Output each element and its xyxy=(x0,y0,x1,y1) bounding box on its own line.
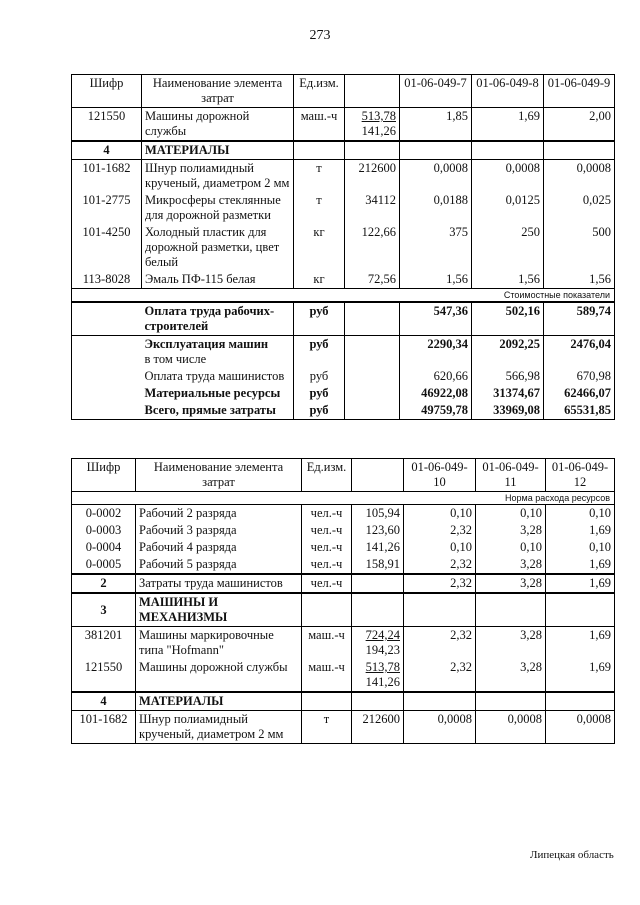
total-value-3: 670,98 xyxy=(544,368,615,385)
header-code: Шифр xyxy=(72,459,136,492)
section-row xyxy=(72,692,615,711)
total-name: Всего, прямые затраты xyxy=(142,402,294,420)
row-value-1: 1,85 xyxy=(400,108,472,142)
row-price: 212600 xyxy=(345,160,400,193)
row-price xyxy=(345,108,400,142)
total-unit: руб xyxy=(294,368,345,385)
header-unit: Ед.изм. xyxy=(294,75,345,108)
row-value-2: 3,28 xyxy=(476,522,546,539)
row-name: Машины дорожной службы xyxy=(136,659,302,692)
row-unit: т xyxy=(294,192,345,224)
row-value-1: 375 xyxy=(400,224,472,271)
page-number: 273 xyxy=(309,28,331,43)
section-title: МАТЕРИАЛЫ xyxy=(136,692,302,711)
row-price xyxy=(352,659,404,692)
row-price: 122,66 xyxy=(345,224,400,271)
row-value-3: 0,0008 xyxy=(544,160,615,193)
row-name: Холодный пластик для дорожной разметки, цвет белый xyxy=(142,224,294,271)
total-row xyxy=(72,336,615,369)
price-sub: 141,26 xyxy=(361,124,396,138)
total-row xyxy=(72,302,615,336)
row-value-1: 0,10 xyxy=(404,539,476,556)
norm-row xyxy=(72,492,615,505)
price-main: 724,24 xyxy=(365,628,400,642)
row-unit: маш.-ч xyxy=(302,627,352,660)
row-value-2: 3,28 xyxy=(476,659,546,692)
row-price: 212600 xyxy=(352,711,404,744)
header-price xyxy=(352,459,404,492)
row-value-3: 2,00 xyxy=(544,108,615,142)
row-value-3: 0,0008 xyxy=(546,711,615,744)
section-code: 4 xyxy=(72,141,142,160)
row-price: 141,26 xyxy=(352,539,404,556)
row-price: 72,56 xyxy=(345,271,400,289)
section-code: 4 xyxy=(72,692,136,711)
row-code: 101-1682 xyxy=(72,711,136,744)
row-unit: маш.-ч xyxy=(302,659,352,692)
row-code: 101-4250 xyxy=(72,224,142,271)
header-col-8: 01-06-049-8 xyxy=(472,75,544,108)
total-value-2: 2092,25 xyxy=(472,336,544,369)
header-col-12: 01-06-049-12 xyxy=(546,459,615,492)
row-unit: т xyxy=(294,160,345,193)
row-unit: т xyxy=(302,711,352,744)
total-name: Оплата труда машинистов xyxy=(142,368,294,385)
total-value-1: 46922,08 xyxy=(400,385,472,402)
row-value-1: 0,0008 xyxy=(400,160,472,193)
total-value-2: 31374,67 xyxy=(472,385,544,402)
row-unit: кг xyxy=(294,224,345,271)
row-value-1: 1,56 xyxy=(400,271,472,289)
norm-label: Норма расхода ресурсов xyxy=(72,492,615,505)
total-unit: руб xyxy=(294,302,345,336)
section-row xyxy=(72,593,615,627)
row-value-2: 3,28 xyxy=(476,556,546,574)
row-value-2: 0,0008 xyxy=(472,160,544,193)
row-name: Шнур полиамидный крученый, диаметром 2 мм xyxy=(142,160,294,193)
total-value-1: 620,66 xyxy=(400,368,472,385)
row-value-2: 0,0008 xyxy=(476,711,546,744)
row-code: 0-0002 xyxy=(72,505,136,523)
table-row xyxy=(72,505,615,523)
table-row xyxy=(72,224,615,271)
row-value-2: 1,56 xyxy=(472,271,544,289)
price-sub: 141,26 xyxy=(365,675,400,689)
total-value-3: 589,74 xyxy=(544,302,615,336)
row-value-1: 2,32 xyxy=(404,659,476,692)
row-code: 0-0005 xyxy=(72,556,136,574)
total-row xyxy=(72,385,615,402)
row-name: Шнур полиамидный крученый, диаметром 2 мм xyxy=(136,711,302,744)
total-name-main: Эксплуатация машин xyxy=(144,337,269,351)
header-code: Шифр xyxy=(72,75,142,108)
table-row xyxy=(72,574,615,593)
row-value-2: 0,10 xyxy=(476,505,546,523)
row-name: Машины дорожной службы xyxy=(142,108,294,142)
row-value-2: 0,0125 xyxy=(472,192,544,224)
header-col-7: 01-06-049-7 xyxy=(400,75,472,108)
total-value-1: 2290,34 xyxy=(400,336,472,369)
total-unit: руб xyxy=(294,402,345,420)
table-row xyxy=(72,556,615,574)
row-code: 381201 xyxy=(72,627,136,660)
header-name: Наименование элемента затрат xyxy=(142,75,294,108)
row-unit: чел.-ч xyxy=(302,556,352,574)
row-code: 121550 xyxy=(72,108,142,142)
header-col-9: 01-06-049-9 xyxy=(544,75,615,108)
row-unit: маш.-ч xyxy=(294,108,345,142)
table-row xyxy=(72,271,615,289)
row-value-3: 0,025 xyxy=(544,192,615,224)
row-price xyxy=(352,627,404,660)
cost-indicators-row xyxy=(72,289,615,303)
region-footer: Липецкая область xyxy=(530,849,614,861)
price-main: 513,78 xyxy=(361,109,396,123)
row-code: 101-1682 xyxy=(72,160,142,193)
row-name: Микросферы стеклянные для дорожной разметки xyxy=(142,192,294,224)
table-header-row xyxy=(72,459,615,492)
row-code: 101-2775 xyxy=(72,192,142,224)
row-value-3: 500 xyxy=(544,224,615,271)
row-value-1: 0,10 xyxy=(404,505,476,523)
row-code: 0-0003 xyxy=(72,522,136,539)
row-unit: чел.-ч xyxy=(302,539,352,556)
total-value-2: 502,16 xyxy=(472,302,544,336)
header-unit: Ед.изм. xyxy=(302,459,352,492)
row-value-3: 0,10 xyxy=(546,505,615,523)
section-code: 3 xyxy=(72,593,136,627)
row-name: Рабочий 2 разряда xyxy=(136,505,302,523)
total-name-sub: в том числе xyxy=(144,352,207,366)
total-row xyxy=(72,368,615,385)
header-price xyxy=(345,75,400,108)
total-value-2: 33969,08 xyxy=(472,402,544,420)
cost-table-1 xyxy=(71,74,614,420)
row-price: 105,94 xyxy=(352,505,404,523)
row-value-3: 1,69 xyxy=(546,627,615,660)
total-name: Оплата труда рабочих-строителей xyxy=(142,302,294,336)
row-code: 0-0004 xyxy=(72,539,136,556)
row-value-3: 1,56 xyxy=(544,271,615,289)
row-value-1: 2,32 xyxy=(404,574,476,593)
row-price: 34112 xyxy=(345,192,400,224)
row-code: 113-8028 xyxy=(72,271,142,289)
row-code: 2 xyxy=(72,574,136,593)
total-name: Материальные ресурсы xyxy=(142,385,294,402)
row-unit: чел.-ч xyxy=(302,505,352,523)
row-name: Рабочий 5 разряда xyxy=(136,556,302,574)
total-value-3: 65531,85 xyxy=(544,402,615,420)
total-unit: руб xyxy=(294,385,345,402)
total-value-2: 566,98 xyxy=(472,368,544,385)
total-unit: руб xyxy=(294,336,345,369)
row-price: 123,60 xyxy=(352,522,404,539)
row-name: Затраты труда машинистов xyxy=(136,574,302,593)
table-header-row xyxy=(72,75,615,108)
row-value-1: 2,32 xyxy=(404,522,476,539)
row-value-1: 0,0008 xyxy=(404,711,476,744)
row-unit: чел.-ч xyxy=(302,522,352,539)
total-value-1: 49759,78 xyxy=(400,402,472,420)
row-name: Эмаль ПФ-115 белая xyxy=(142,271,294,289)
table-row xyxy=(72,192,615,224)
cost-table-2 xyxy=(71,458,614,744)
row-value-3: 1,69 xyxy=(546,659,615,692)
table-row xyxy=(72,711,615,744)
table-row xyxy=(72,659,615,692)
header-name: Наименование элемента затрат xyxy=(136,459,302,492)
row-price: 158,91 xyxy=(352,556,404,574)
price-main: 513,78 xyxy=(365,660,400,674)
row-value-2: 0,10 xyxy=(476,539,546,556)
row-unit: кг xyxy=(294,271,345,289)
header-col-11: 01-06-049-11 xyxy=(476,459,546,492)
row-value-1: 2,32 xyxy=(404,556,476,574)
total-value-1: 547,36 xyxy=(400,302,472,336)
total-value-3: 62466,07 xyxy=(544,385,615,402)
row-value-3: 1,69 xyxy=(546,556,615,574)
row-value-3: 1,69 xyxy=(546,522,615,539)
section-title: МАТЕРИАЛЫ xyxy=(142,141,294,160)
total-row xyxy=(72,402,615,420)
row-value-2: 1,69 xyxy=(472,108,544,142)
total-name xyxy=(142,336,294,369)
table-row xyxy=(72,160,615,193)
table-row xyxy=(72,627,615,660)
section-title: МАШИНЫ И МЕХАНИЗМЫ xyxy=(136,593,302,627)
row-value-2: 3,28 xyxy=(476,627,546,660)
row-name: Рабочий 4 разряда xyxy=(136,539,302,556)
row-unit: чел.-ч xyxy=(302,574,352,593)
row-name: Рабочий 3 разряда xyxy=(136,522,302,539)
row-value-1: 0,0188 xyxy=(400,192,472,224)
row-value-3: 0,10 xyxy=(546,539,615,556)
row-code: 121550 xyxy=(72,659,136,692)
table-row xyxy=(72,108,615,142)
cost-indicators-label: Стоимостные показатели xyxy=(72,289,615,303)
header-col-10: 01-06-049-10 xyxy=(404,459,476,492)
row-value-1: 2,32 xyxy=(404,627,476,660)
section-row xyxy=(72,141,615,160)
row-value-2: 3,28 xyxy=(476,574,546,593)
row-value-2: 250 xyxy=(472,224,544,271)
row-name: Машины маркировочные типа "Hofmann" xyxy=(136,627,302,660)
row-value-3: 1,69 xyxy=(546,574,615,593)
total-value-3: 2476,04 xyxy=(544,336,615,369)
price-sub: 194,23 xyxy=(365,643,400,657)
table-row xyxy=(72,539,615,556)
table-row xyxy=(72,522,615,539)
